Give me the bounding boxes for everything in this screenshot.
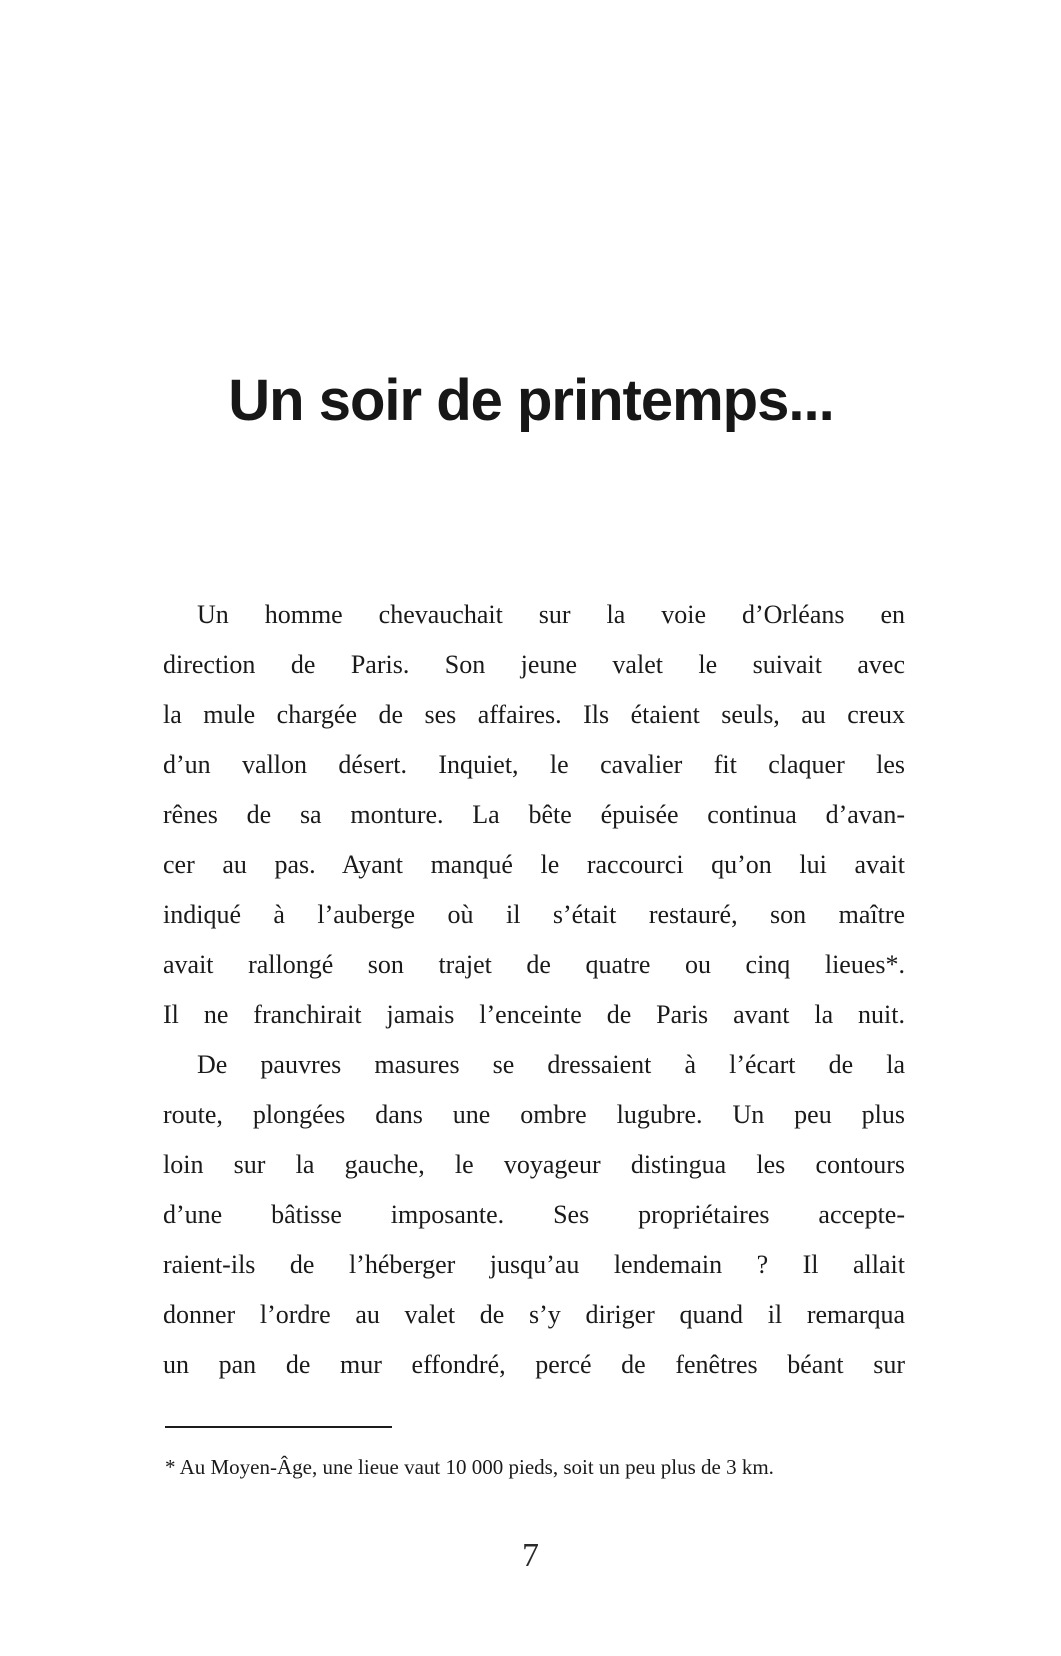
body-line: route, plongées dans une ombre lugubre. Un peu plus: [163, 1100, 905, 1129]
body-line: indiqué à l’auberge où il s’était restauré, son maître: [163, 900, 905, 929]
body-line: De pauvres masures se dressaient à l’écart de la: [197, 1050, 905, 1079]
body-line: d’un vallon désert. Inquiet, le cavalier fit claquer les: [163, 750, 905, 779]
body-line: un pan de mur effondré, percé de fenêtres béant sur: [163, 1350, 905, 1379]
body-line: Un homme chevauchait sur la voie d’Orléans en: [197, 600, 905, 629]
chapter-title: Un soir de printemps...: [228, 368, 834, 433]
body-line: avait rallongé son trajet de quatre ou cinq lieues*.: [163, 950, 905, 979]
footnote-text: * Au Moyen-Âge, une lieue vaut 10 000 pieds, soit un peu plus de 3 km.: [165, 1455, 774, 1479]
body-line: Il ne franchirait jamais l’enceinte de Paris avant la nuit.: [163, 1000, 905, 1029]
body-line: donner l’ordre au valet de s’y diriger quand il remarqua: [163, 1300, 905, 1329]
body-line: cer au pas. Ayant manqué le raccourci qu’on lui avait: [163, 850, 905, 879]
footnote-divider: [165, 1426, 392, 1428]
body-line: loin sur la gauche, le voyageur distingua les contours: [163, 1150, 905, 1179]
body-line: raient-ils de l’héberger jusqu’au lendemain ? Il allait: [163, 1250, 905, 1279]
body-line: d’une bâtisse imposante. Ses propriétaires accepte-: [163, 1200, 905, 1229]
page-number: 7: [522, 1537, 539, 1574]
paragraph: [163, 590, 905, 1040]
body-text: [163, 590, 905, 1390]
body-line: la mule chargée de ses affaires. Ils étaient seuls, au creux: [163, 700, 905, 729]
paragraph: [163, 1040, 905, 1390]
body-line: direction de Paris. Son jeune valet le suivait avec: [163, 650, 905, 679]
body-line: rênes de sa monture. La bête épuisée continua d’avan-: [163, 800, 905, 829]
